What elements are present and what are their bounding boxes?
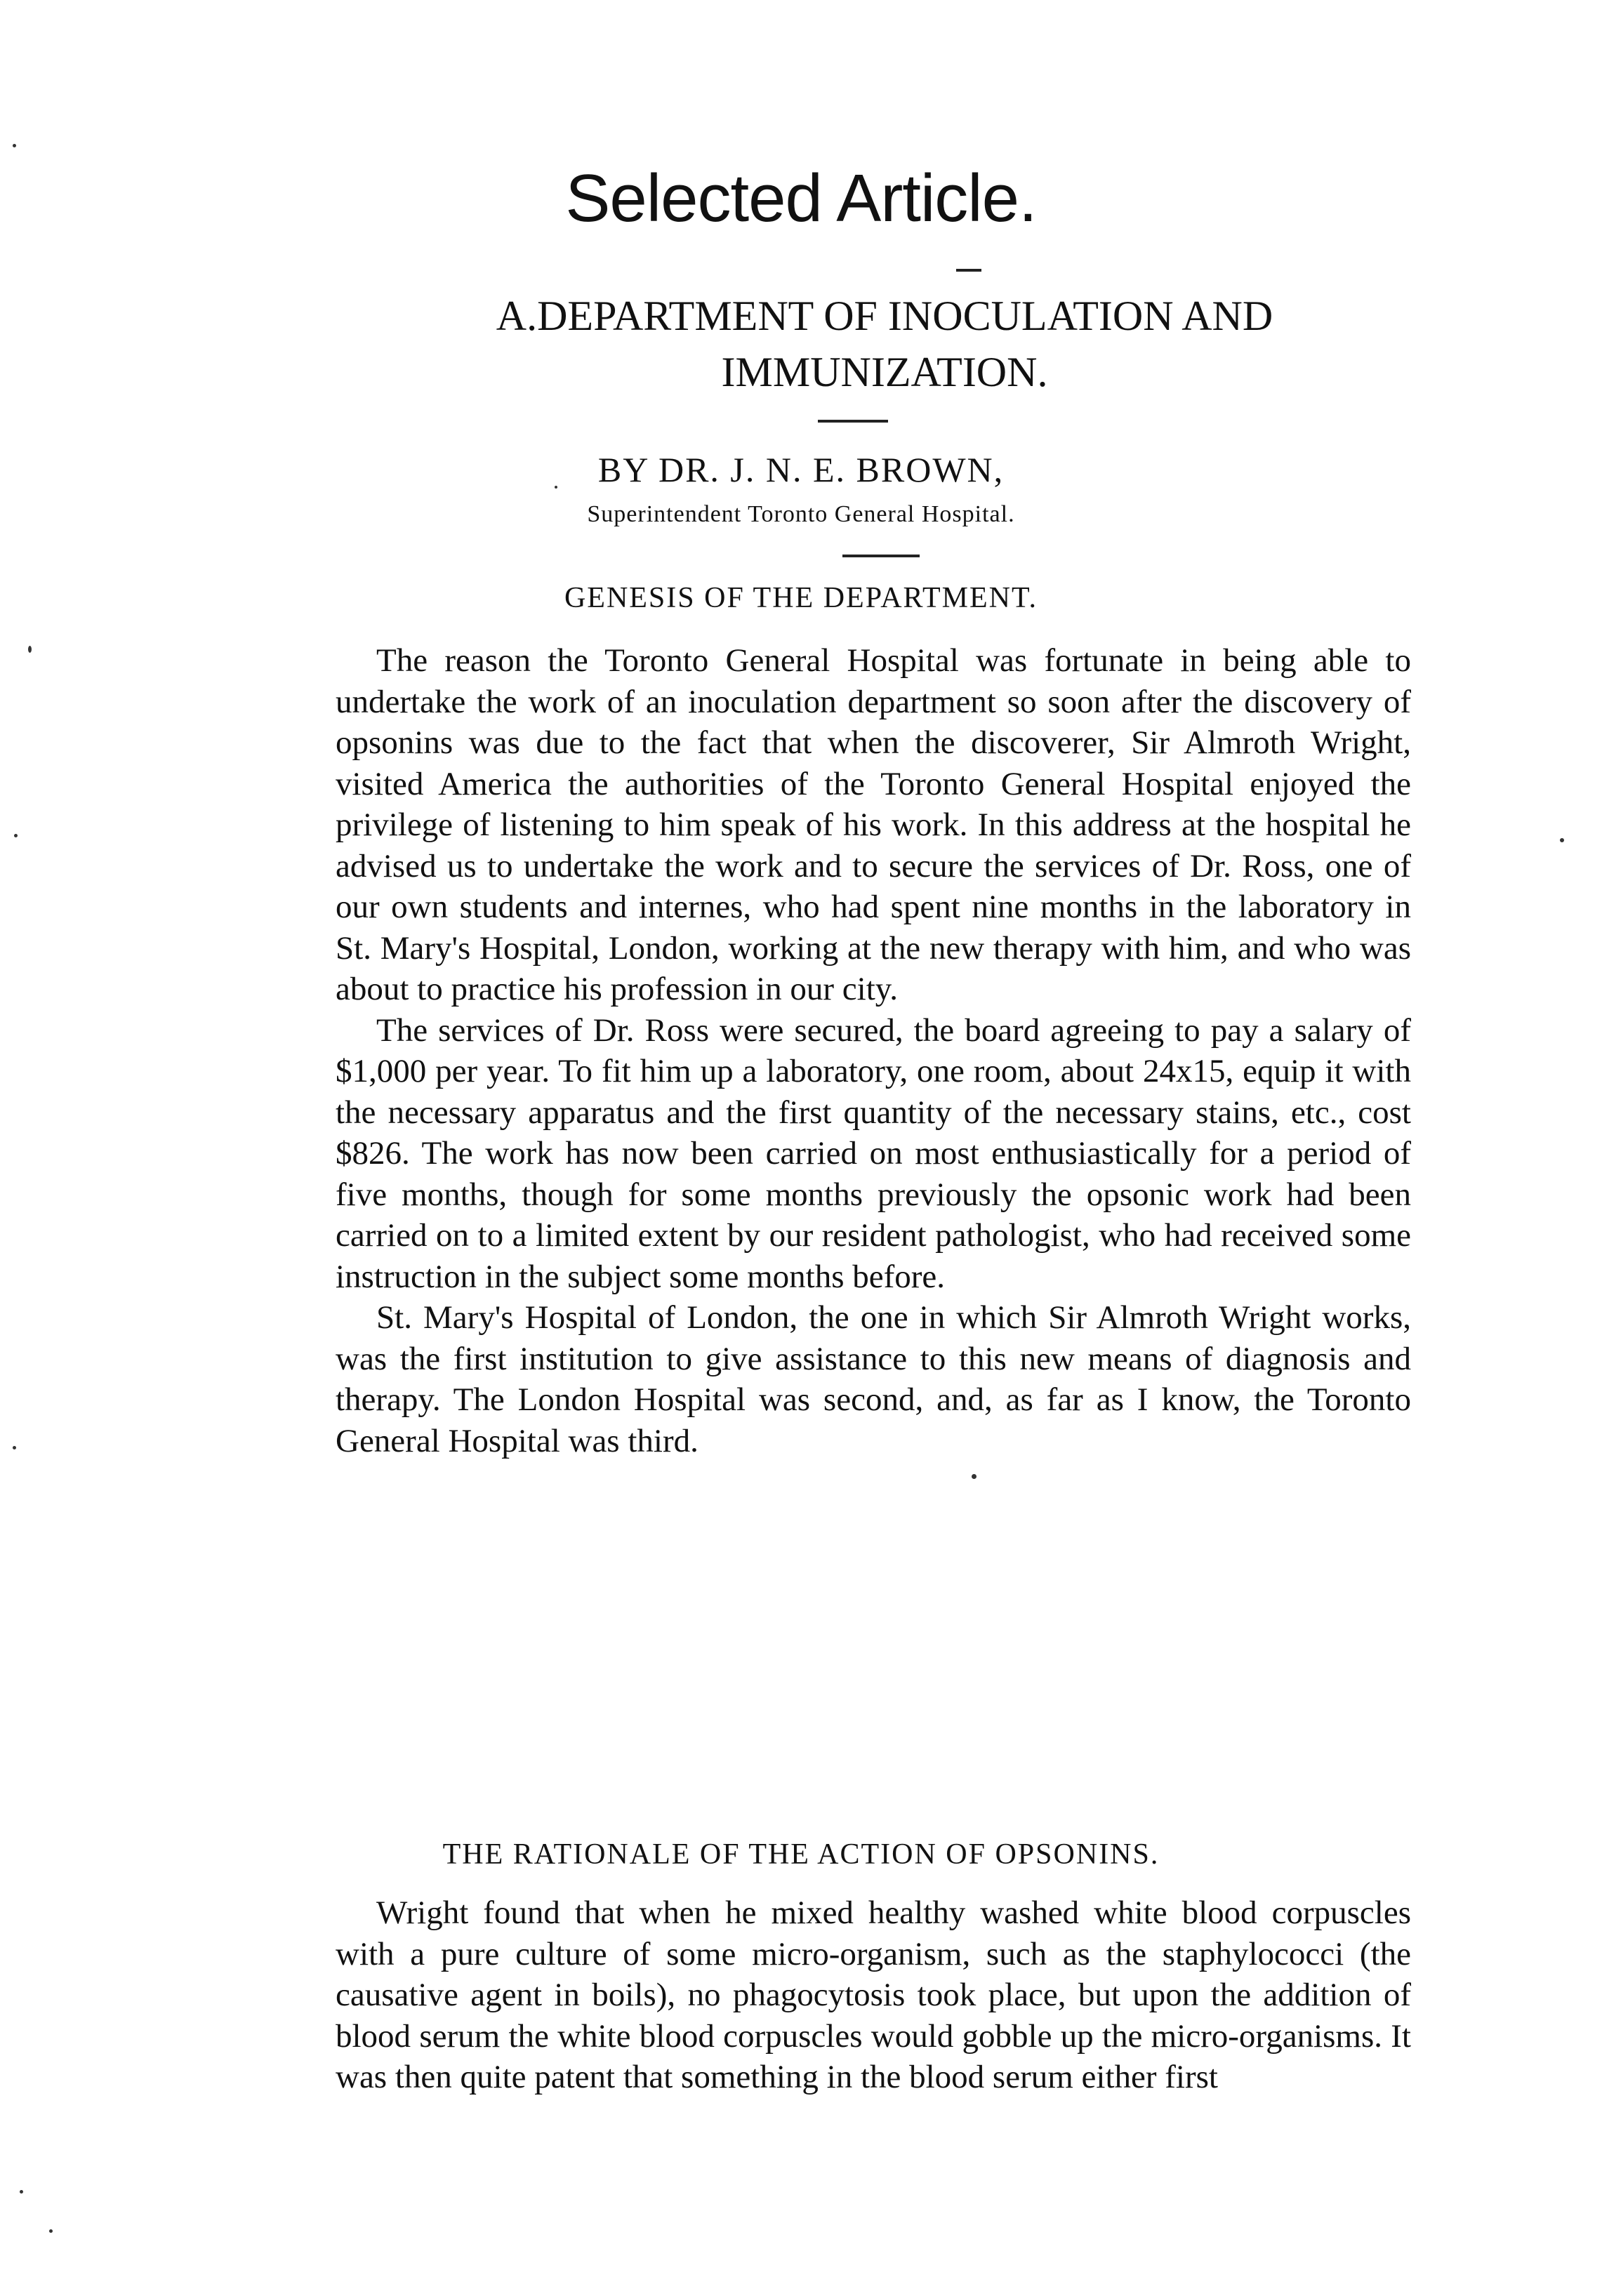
scan-speck (555, 486, 557, 489)
article-title: A.DEPARTMENT OF INOCULATION AND IMMUNIZATION. (496, 293, 1273, 395)
scan-speck (49, 2229, 53, 2233)
author-byline: BY DR. J. N. E. BROWN, (597, 450, 1005, 489)
paragraph: The services of Dr. Ross were secured, the board agreeing to pay a salary of $1,000 per year. To fit him up a laboratory, one room, about 24x15, equip it with the necessary apparatus and the first quantity of the necessary stains, etc., cost $826. The work has now been carried on most enthusiastically for a period of five months, though for some months previously the opsonic work had been carried on to a limited extent by our resident pathologist, who had received some instruction in the subject some months before. (336, 1011, 1411, 1295)
scan-speck (14, 834, 18, 837)
section-body-rationale (336, 1892, 1411, 2098)
scan-speck (20, 2190, 23, 2194)
section-body-genesis (336, 640, 1411, 1461)
author-affiliation: Superintendent Toronto General Hospital. (587, 501, 1015, 527)
scan-speck (13, 1446, 16, 1449)
scan-speck (28, 646, 32, 653)
scan-speck (13, 144, 16, 147)
scan-speck (972, 1474, 977, 1479)
paragraph: St. Mary's Hospital of London, the one in which Sir Almroth Wright works, was the first institution to give assistance to this new means of diagnosis and therapy. The London Hospital was second, and, as far as I know, the Toronto General Hospital was third. (336, 1299, 1411, 1459)
scan-speck (1560, 838, 1564, 842)
divider-rule (818, 420, 888, 423)
section-heading-rationale: THE RATIONALE OF THE ACTION OF OPSONINS. (442, 1838, 1160, 1871)
paragraph: The reason the Toronto General Hospital was fortunate in being able to undertake the work of an inoculation department so soon after the discovery of opsonins was due to the fact that when the discoverer, Sir Almroth Wright, visited America the authorities of the Toronto General Hospital enjoyed the privilege of listening to him speak of his work. In this address at the hospital he advised us to undertake the work and to secure the services of Dr. Ross, one of our own students and internes, who had spent nine months in the laboratory in St. Mary's Hospital, London, working at the new therapy with him, and who was about to practice his profession in our city. (336, 642, 1411, 1007)
section-title: Selected Article. (565, 161, 1037, 236)
paragraph: Wright found that when he mixed healthy washed white blood corpuscles with a pure culture of some micro-organism, such as the staphylococci (the causative agent in boils), no phagocytosis took place, but upon the addition of blood serum the white blood corpuscles would gobble up the micro-organisms. It was then quite patent that something in the blood serum either first (336, 1894, 1411, 2095)
title-dash (956, 269, 981, 272)
divider-rule (842, 555, 920, 557)
section-heading-genesis: GENESIS OF THE DEPARTMENT. (564, 582, 1038, 614)
